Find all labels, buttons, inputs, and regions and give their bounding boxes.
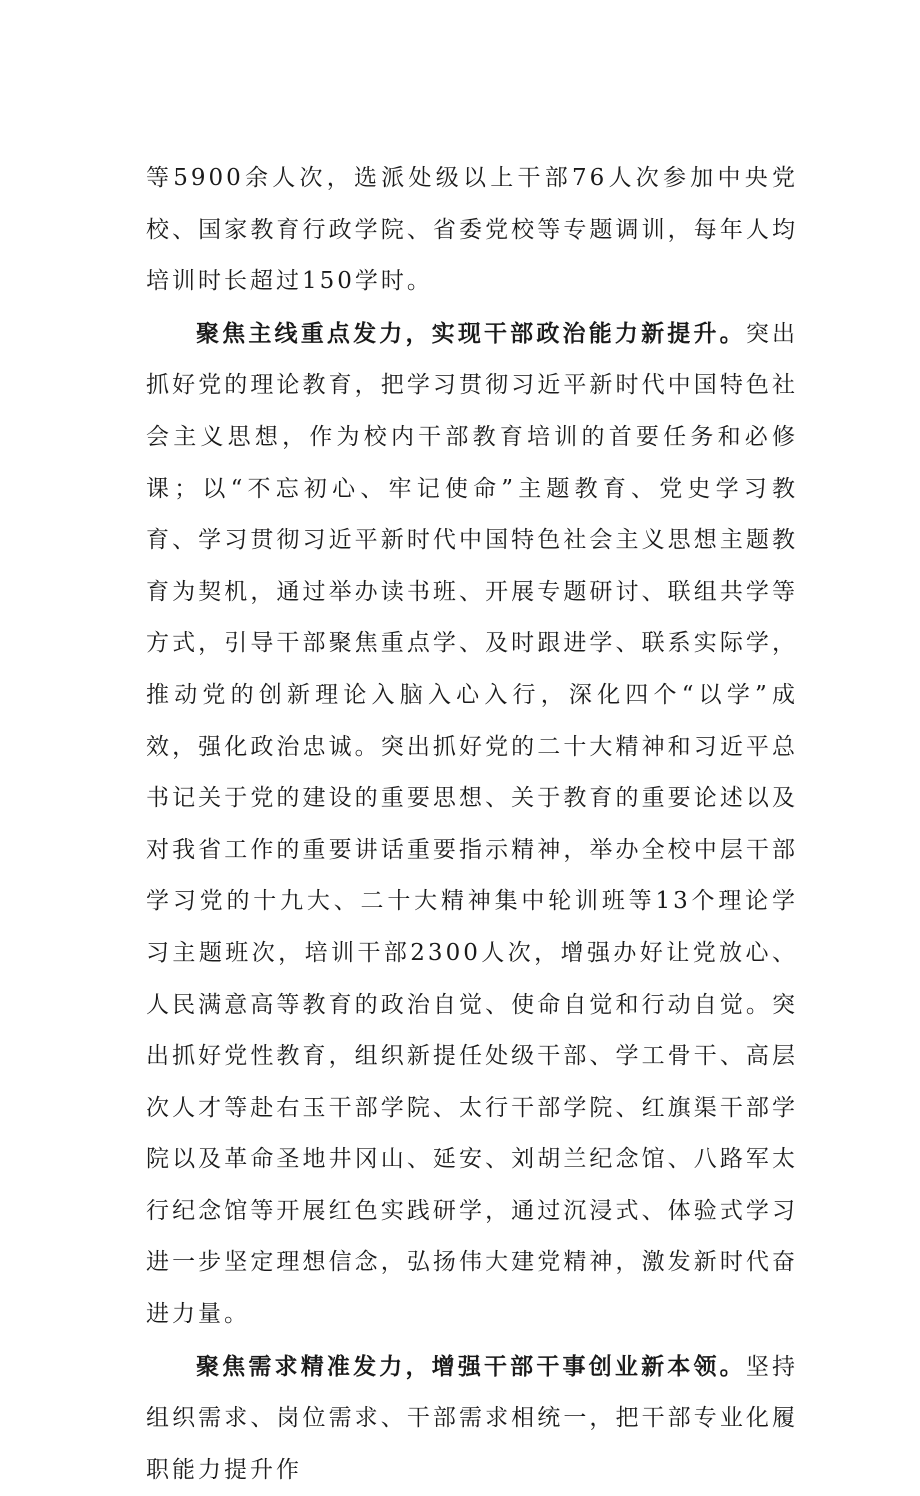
- paragraph-2-text: 突出抓好党的理论教育，把学习贯彻习近平新时代中国特色社会主义思想，作为校内干部教育培训的首要任务和必修课；以“不忘初心、牢记使命”主题教育、党史学习教育、学习贯彻习近平新时代中国特色社会主义思想主题教育为契机，通过举办读书班、开展专题研讨、联组共学等方式，引导干部聚焦重点学、及时跟进学、联系实际学，推动党的创新理论入脑入心入行，深化四个“以学”成效，强化政治忠诚。突出抓好党的二十大精神和习近平总书记关于党的建设的重要思想、关于教育的重要论述以及对我省工作的重要讲话重要指示精神，举办全校中层干部学习党的十九大、二十大精神集中轮训班等13个理论学习主题班次，培训干部2300人次，增强办好让党放心、人民满意高等教育的政治自觉、使命自觉和行动自觉。突出抓好党性教育，组织新提任处级干部、学工骨干、高层次人才等赴右玉干部学院、太行干部学院、红旗渠干部学院以及革命圣地井冈山、延安、刘胡兰纪念馆、八路军太行纪念馆等开展红色实践研学，通过沉浸式、体验式学习进一步坚定理想信念，弘扬伟大建党精神，激发新时代奋进力量。: [146, 320, 799, 1328]
- paragraph-2: [146, 308, 798, 1341]
- paragraph-3-heading: 聚焦需求精准发力，增强干部干事创业新本领。: [196, 1352, 746, 1380]
- document-body: [146, 153, 798, 1496]
- paragraph-3-text: 坚持组织需求、岗位需求、干部需求相统一，把干部专业化履职能力提升作: [146, 1353, 799, 1483]
- paragraph-2-heading: 聚焦主线重点发力，实现干部政治能力新提升。: [196, 319, 746, 347]
- paragraph-1: [146, 153, 798, 308]
- paragraph-1-text: 等5900余人次，选派处级以上干部76人次参加中央党校、国家教育行政学院、省委党校等专题调训，每年人均培训时长超过150学时。: [146, 165, 798, 295]
- paragraph-3: [146, 1341, 798, 1496]
